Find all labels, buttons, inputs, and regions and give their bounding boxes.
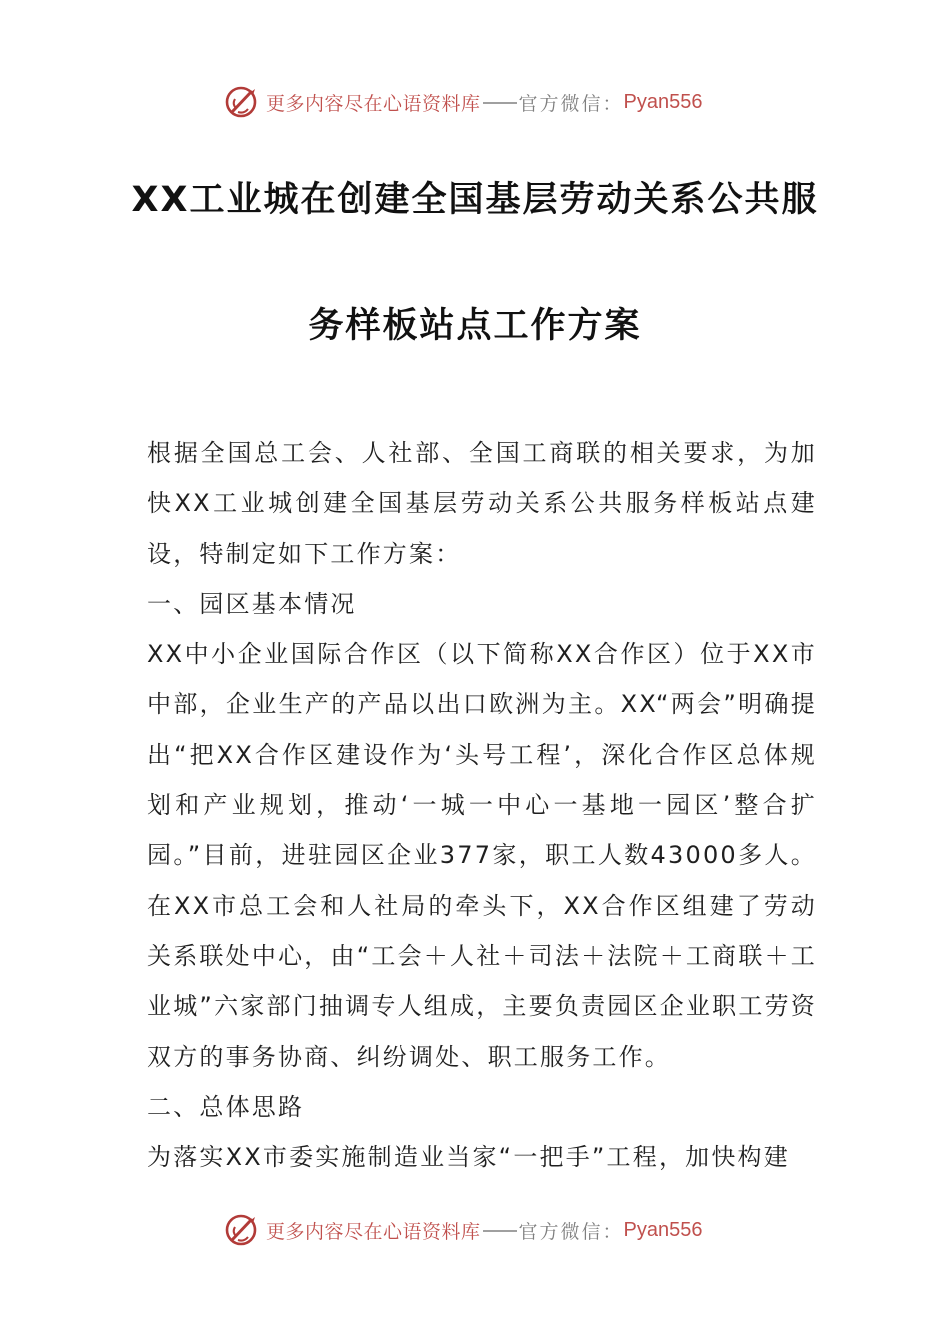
watermark-dash bbox=[483, 102, 517, 104]
quill-pen-seal-icon bbox=[224, 1212, 260, 1248]
section-heading-2: 二、总体思路 bbox=[147, 1092, 305, 1121]
section-2-paragraph: 为落实XX市委实施制造业当家“一把手”工程，加快构建 bbox=[147, 1143, 790, 1172]
section-heading-1: 一、园区基本情况 bbox=[147, 589, 357, 618]
watermark-dash bbox=[483, 1230, 517, 1232]
document-body bbox=[147, 428, 817, 1182]
watermark-wechat-label: 官方微信： bbox=[518, 1220, 624, 1243]
watermark-site-text: 更多内容尽在心语资料库 bbox=[266, 1220, 481, 1243]
watermark-wechat-label: 官方微信： bbox=[518, 92, 624, 115]
document-title-line-2: 务样板站点工作方案 bbox=[308, 306, 642, 346]
quill-pen-seal-icon bbox=[224, 84, 260, 120]
watermark-wechat-id: Pyan556 bbox=[623, 90, 703, 113]
watermark-site-text: 更多内容尽在心语资料库 bbox=[266, 92, 481, 115]
watermark-banner-bottom bbox=[224, 1210, 744, 1250]
watermark-banner-top bbox=[224, 82, 744, 122]
document-title-line-1: XX工业城在创建全国基层劳动关系公共服 bbox=[131, 180, 819, 220]
intro-paragraph: 根据全国总工会、人社部、全国工商联的相关要求，为加快XX工业城创建全国基层劳动关系公共服务样板站点建设，特制定如下工作方案： bbox=[147, 439, 817, 568]
section-1-paragraph: XX中小企业国际合作区（以下简称XX合作区）位于XX市中部，企业生产的产品以出口欧洲为主。XX“两会”明确提出“把XX合作区建设作为‘头号工程’，深化合作区总体规划和产业规划，推动‘一城一中心一基地一园区’整合扩园。”目前，进驻园区企业377家，职工人数43000多人。在XX市总工会和人社局的牵头下，XX合作区组建了劳动关系联处中心，由“工会＋人社＋司法＋法院＋工商联＋工业城”六家部门抽调专人组成，主要负责园区企业职工劳资双方的事务协商、纠纷调处、职工服务工作。 bbox=[147, 640, 817, 1071]
watermark-wechat-id: Pyan556 bbox=[623, 1218, 703, 1241]
